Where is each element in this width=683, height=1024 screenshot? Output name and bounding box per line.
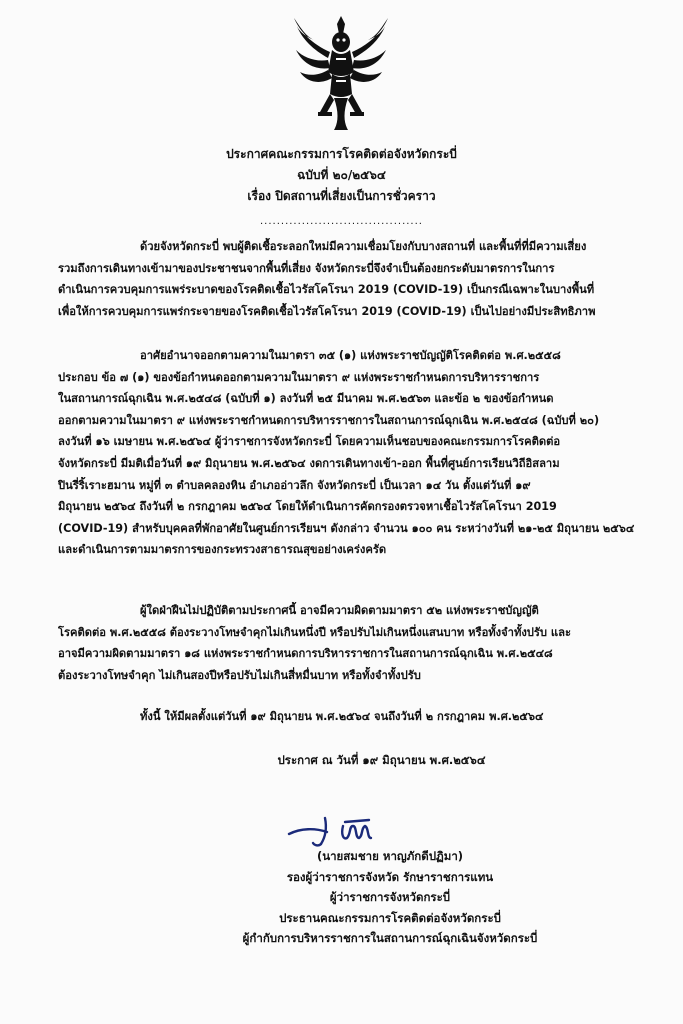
paragraph-line: ประกอบ ข้อ ๗ (๑) ของข้อกำหนดออกตามความในมาตรา ๙ แห่งพระราชกำหนดการบริหารราชการ: [58, 370, 540, 384]
paragraph-line: ทั้งนี้ ให้มีผลตั้งแต่วันที่ ๑๙ มิถุนายน พ.ศ.๒๕๖๔ จนถึงวันที่ ๒ กรกฎาคม พ.ศ.๒๕๖๔: [140, 710, 544, 723]
paragraph-line: ออกตามความในมาตรา ๙ แห่งพระราชกำหนดการบริหารราชการในสถานการณ์ฉุกเฉิน พ.ศ.๒๕๔๘ (ฉบับที่ ๒๐): [58, 413, 600, 427]
paragraph-line: เพื่อให้การควบคุมการแพร่กระจายของโรคติดเชื้อไวรัสโคโรนา 2019 (COVID-19) เป็นไปอย่างมีประสิทธิภาพ: [58, 304, 596, 318]
paragraph-line: ต้องระวางโทษจำคุก ไม่เกินสองปีหรือปรับไม่เกินสี่หมื่นบาท หรือทั้งจำทั้งปรับ: [58, 668, 421, 682]
paragraph-penalty: [58, 600, 650, 686]
signer-title: ผู้ว่าราชการจังหวัดกระบี่: [329, 890, 451, 904]
announcement-title: ประกาศคณะกรรมการโรคติดต่อจังหวัดกระบี่: [226, 147, 457, 161]
paragraph-line: และดำเนินการตามมาตรการของกระทรวงสาธารณสุขอย่างเคร่งครัด: [58, 543, 387, 557]
paragraph-effective: [58, 706, 650, 728]
paragraph-line: ผู้ใดฝ่าฝืนไม่ปฏิบัติตามประกาศนี้ อาจมีความผิดตามมาตรา ๕๒ แห่งพระราชบัญญัติ: [140, 604, 539, 617]
signer-name: (นายสมชาย หาญภักดีปฏิมา): [316, 849, 464, 863]
paragraph-line: ด้วยจังหวัดกระบี่ พบผู้ติดเชื้อระลอกใหม่มีความเชื่อมโยงกับบางสถานที่ และพื้นที่ที่มีความเสี่ยง: [140, 240, 587, 253]
paragraph-intro: [58, 236, 650, 322]
paragraph-line: ดำเนินการควบคุมการแพร่ระบาดของโรคติดเชื้อไวรัสโคโรนา 2019 (COVID-19) เป็นกรณีเฉพาะในบางพื้นที่: [58, 283, 595, 297]
announcement-subject: เรื่อง ปิดสถานที่เสี่ยงเป็นการชั่วคราว: [247, 189, 436, 203]
signature-block: [140, 846, 640, 949]
paragraph-line: จังหวัดกระบี่ มีมติเมื่อวันที่ ๑๙ มิถุนายน พ.ศ.๒๕๖๔ งดการเดินทางเข้า-ออก พื้นที่ศูนย์การเรียนวิถีอิสลาม: [58, 456, 560, 470]
paragraph-line: ลงวันที่ ๑๖ เมษายน พ.ศ.๒๕๖๔ ผู้ว่าราชการจังหวัดกระบี่ โดยความเห็นชอบของคณะกรรมการโรคติดต่อ: [58, 435, 561, 449]
garuda-emblem-icon: [292, 14, 390, 132]
paragraph-authority: [58, 345, 650, 561]
signer-title: ประธานคณะกรรมการโรคติดต่อจังหวัดกระบี่: [279, 910, 501, 925]
announcement-date: ประกาศ ณ วันที่ ๑๙ มิถุนายน พ.ศ.๒๕๖๔: [277, 753, 486, 767]
paragraph-line: รวมถึงการเดินทางเข้ามาของประชาชนจากพื้นที่เสี่ยง จังหวัดกระบี่จึงจำเป็นต้องยกระดับมาตรการในการ: [58, 261, 555, 275]
paragraph-line: อาจมีความผิดตามมาตรา ๑๘ แห่งพระราชกำหนดการบริหารราชการในสถานการณ์ฉุกเฉิน พ.ศ.๒๕๔๘: [58, 647, 553, 661]
paragraph-line: ปินรี่ริ้เราะฮมาน หมู่ที่ ๓ ตำบลคลองหิน อำเภออ่าวลึก จังหวัดกระบี่ เป็นเวลา ๑๔ วัน ตั้งแต่วันที่ ๑๙: [58, 478, 531, 492]
signer-title: ผู้กำกับการบริหารราชการในสถานการณ์ฉุกเฉินจังหวัดกระบี่: [242, 931, 538, 945]
paragraph-line: (COVID-19) สำหรับบุคคลที่พักอาศัยในศูนย์การเรียนฯ ดังกล่าว จำนวน ๑๐๐ คน ระหว่างวันที่ ๒๑-๒๕ มิถุนายน ๒๕๖๔: [58, 521, 635, 535]
paragraph-line: อาศัยอำนาจออกตามความในมาตรา ๓๕ (๑) แห่งพระราชบัญญัติโรคติดต่อ พ.ศ.๒๕๕๘: [140, 349, 561, 362]
paragraph-line: โรคติดต่อ พ.ศ.๒๕๕๘ ต้องระวางโทษจำคุกไม่เกินหนึ่งปี หรือปรับไม่เกินหนึ่งแสนบาท หรือทั้งจำทั้งปรับ และ: [58, 625, 571, 639]
paragraph-line: ในสถานการณ์ฉุกเฉิน พ.ศ.๒๕๔๘ (ฉบับที่ ๑) ลงวันที่ ๒๕ มีนาคม พ.ศ.๒๕๖๓ และข้อ ๒ ของข้อกำหนด: [58, 392, 554, 406]
header-separator: .......................................: [260, 216, 423, 227]
signer-title: รองผู้ว่าราชการจังหวัด รักษาราชการแทน: [286, 869, 494, 884]
paragraph-line: มิถุนายน ๒๕๖๔ ถึงวันที่ ๒ กรกฎาคม ๒๕๖๔ โดยให้ดำเนินการคัดกรองตรวจหาเชื้อไวรัสโคโรนา 2019: [58, 500, 557, 514]
announcement-number: ฉบับที่ ๒๐/๒๕๖๔: [297, 168, 386, 182]
